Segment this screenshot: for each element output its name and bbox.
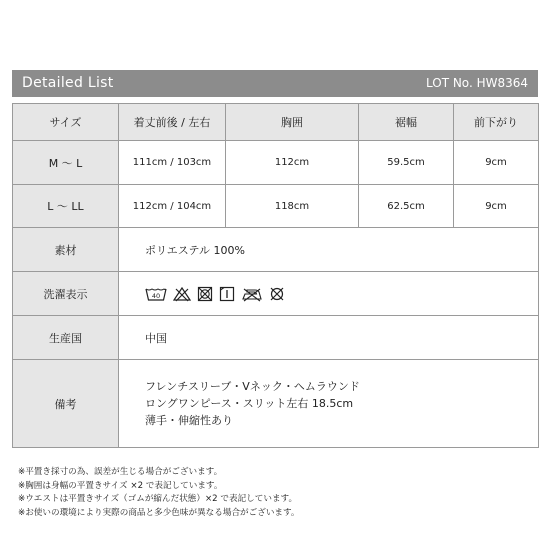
origin-label: 生産国 [13,316,119,360]
hem-width-cell: 62.5cm [359,185,454,228]
size-header-cell: サイズ [13,104,119,141]
remarks-value [119,360,539,448]
footnote: ※ウエストは平置きサイズ（ゴムが縮んだ状態）×2 で表記しています。 [18,494,298,505]
chest-header-cell: 胸囲 [226,104,359,141]
footnotes [18,466,300,520]
section-title: Detailed List [22,75,114,91]
origin-value: 中国 [119,316,539,360]
front-drop-cell: 9cm [454,185,539,228]
remarks-line: 薄手・伸縮性あり [145,414,233,427]
front-drop-cell: 9cm [454,141,539,185]
size-header-row [13,104,539,141]
chest-cell: 118cm [226,185,359,228]
no-bleach-icon [173,286,191,302]
wash-40-icon [145,286,167,302]
length-header-cell: 着丈前後 / 左右 [119,104,226,141]
hem-width-cell: 59.5cm [359,141,454,185]
length-cell: 112cm / 104cm [119,185,226,228]
material-value: ポリエステル 100% [119,228,539,272]
detailed-list-header [12,70,538,97]
wash-temperature: 40 [151,291,161,300]
footnote: ※胸囲は身幅の平置きサイズ ×2 で表記しています。 [18,480,223,491]
spec-table [12,103,539,448]
size-cell: L 〜 LL [13,185,119,228]
lot-number: LOT No. HW8364 [425,76,528,90]
care-row [13,272,539,316]
footnote: ※平置き採寸の為、誤差が生じる場合がございます。 [18,467,223,477]
size-cell: M 〜 L [13,141,119,185]
hem-width-header-cell: 裾幅 [359,104,454,141]
material-row [13,228,539,272]
remarks-line: ロングワンピース・スリット左右 18.5cm [145,397,354,410]
remarks-label: 備考 [13,360,119,448]
front-drop-header-cell: 前下がり [454,104,539,141]
footnote: ※お使いの環境により実際の商品と多少色味が異なる場合がございます。 [18,507,300,518]
care-label: 洗濯表示 [13,272,119,316]
no-dry-clean-icon [269,286,285,302]
material-label: 素材 [13,228,119,272]
line-dry-icon [219,286,235,302]
remarks-line: フレンチスリーブ・Vネック・ヘムラウンド [145,380,360,393]
no-tumble-dry-icon [197,286,213,302]
chest-cell: 112cm [226,141,359,185]
table-row [13,141,539,185]
table-row [13,185,539,228]
remarks-row [13,360,539,448]
care-symbols [119,272,539,316]
iron-low-icon [241,286,263,302]
origin-row [13,316,539,360]
length-cell: 111cm / 103cm [119,141,226,185]
